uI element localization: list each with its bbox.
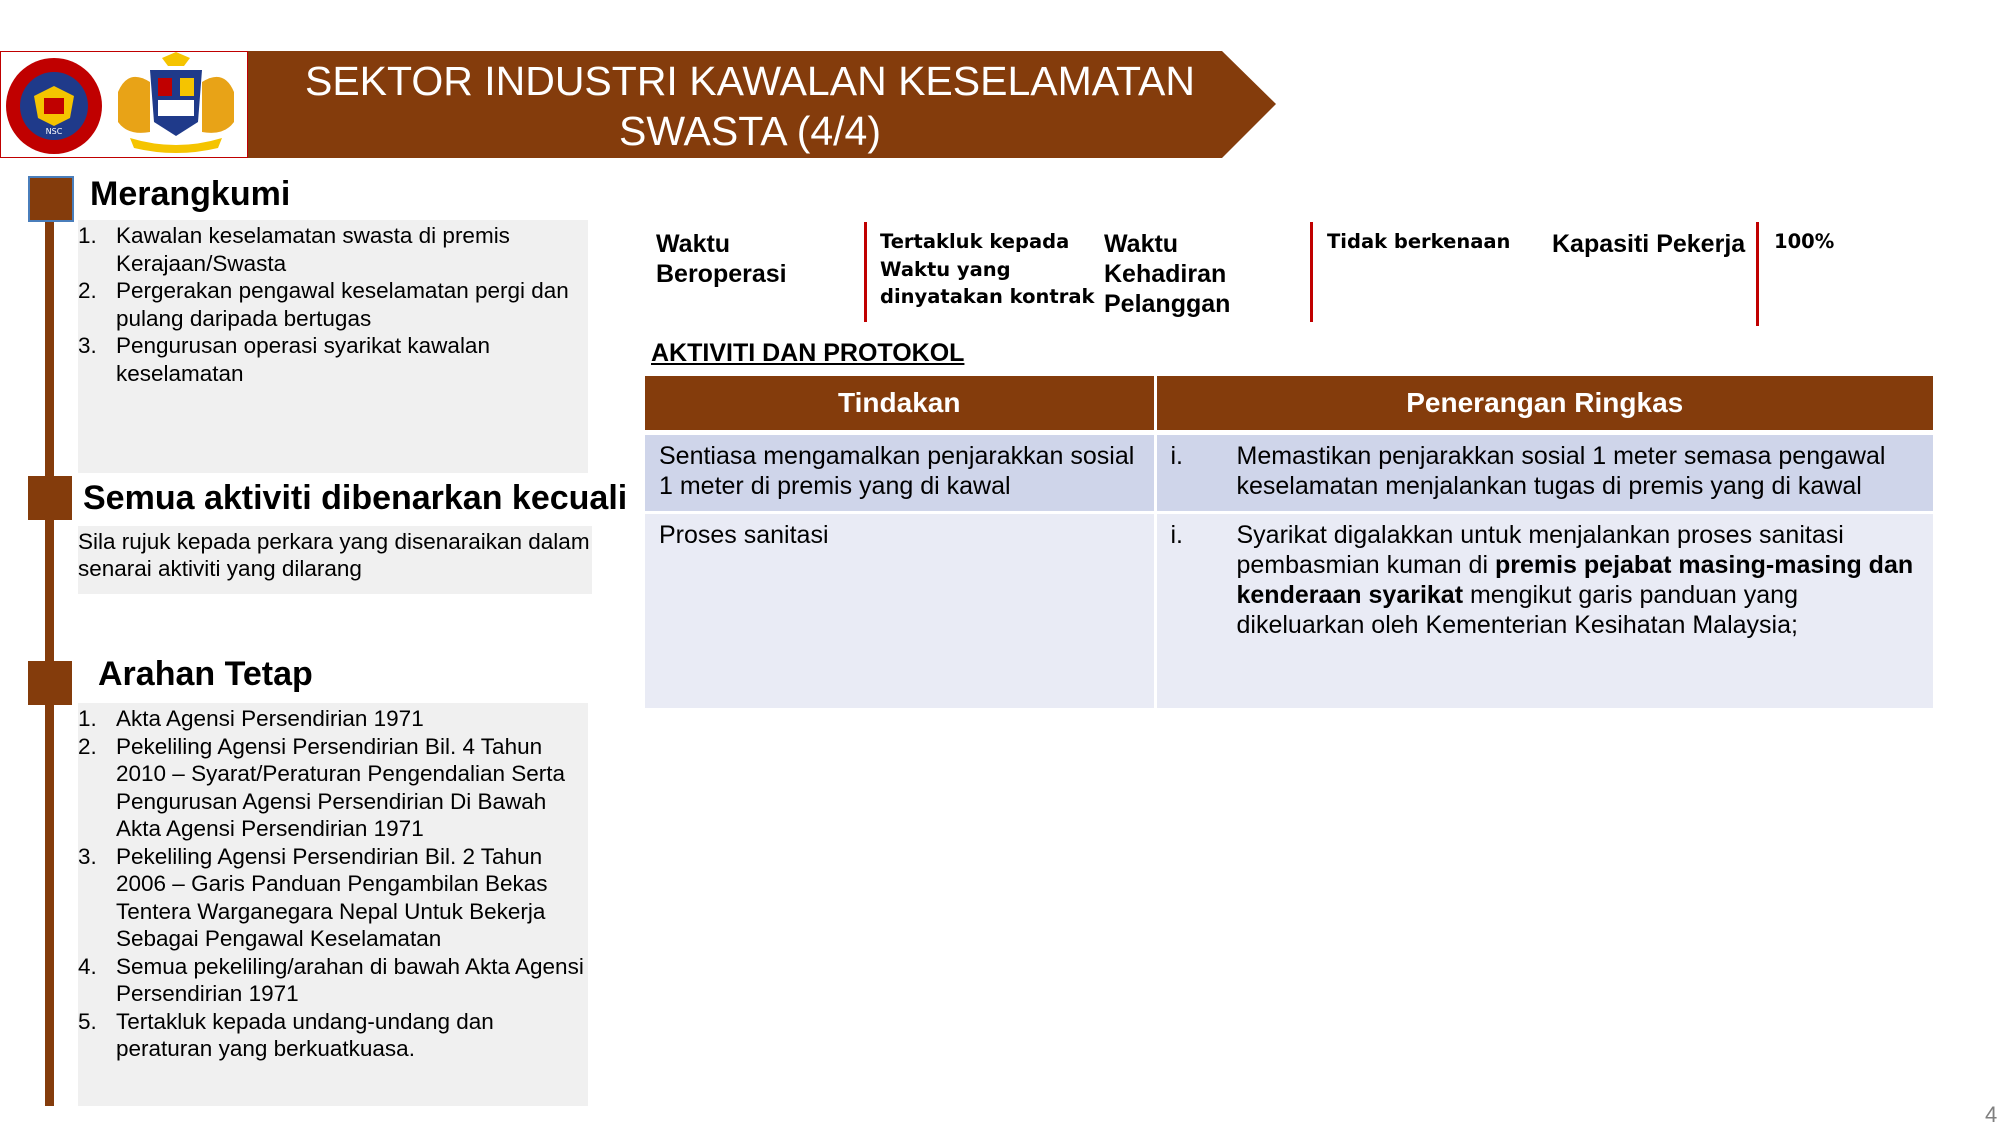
info-separator: [1756, 222, 1759, 326]
penerangan-text-bold: premis pejabat masing-masing dan kenderaan syarikat: [1236, 551, 1914, 609]
page-title-line1: SEKTOR INDUSTRI KAWALAN KESELAMATAN: [304, 58, 1196, 104]
waktu-beroperasi-value: [880, 228, 1094, 311]
aktiviti-heading: AKTIVITI DAN PROTOKOL: [651, 339, 965, 367]
list-text: Tertakluk kepada undang-undang dan peraturan yang berkuatkuasa.: [116, 1008, 494, 1061]
list-number: 1.: [78, 706, 97, 731]
waktu-kehadiran-value: Tidak berkenaan: [1327, 230, 1511, 253]
info-separator: [1310, 222, 1313, 322]
label-line: Waktu: [1104, 230, 1179, 258]
list-number: 2.: [78, 733, 97, 759]
label-line: Waktu: [656, 230, 731, 258]
penerangan-text-part: Syarikat digalakkan untuk menjalankan proses sanitasi pembasmian kuman di: [1236, 521, 1844, 579]
value-line: Waktu yang: [880, 257, 1011, 281]
list-item: [78, 1008, 588, 1063]
list-text: Pekeliling Agensi Persendirian Bil. 4 Tahun 2010 – Syarat/Peraturan Pengendalian Serta Pengurusan Agensi Persendirian Di Bawah Akta Agensi Persendirian 1971: [116, 733, 566, 841]
list-number: 3.: [78, 843, 97, 869]
row-number: i.: [1170, 442, 1183, 470]
label-line: Kehadiran: [1104, 260, 1227, 288]
merangkumi-heading: Merangkumi: [90, 175, 291, 213]
timeline-node-merangkumi: [28, 176, 74, 222]
nsc-logo: [4, 56, 104, 156]
semua-aktiviti-text: Sila rujuk kepada perkara yang disenaraikan dalam senarai aktiviti yang dilarang: [78, 526, 592, 594]
timeline-node-semua-aktiviti: [28, 476, 72, 520]
merangkumi-list: [78, 222, 588, 387]
penerangan-text: [1237, 520, 1920, 640]
column-header-penerangan: Penerangan Ringkas: [1155, 376, 1933, 433]
info-separator: [864, 222, 867, 322]
list-item: [78, 222, 588, 277]
penerangan-text-part: mengikut garis panduan yang dikeluarkan oleh Kementerian Kesihatan Malaysia;: [1236, 581, 1798, 639]
list-number: 5.: [78, 1008, 97, 1034]
timeline-node-arahan-tetap: [28, 661, 72, 705]
list-text: Kawalan keselamatan swasta di premis Kerajaan/Swasta: [116, 223, 510, 276]
table-row: [645, 513, 1933, 709]
penerangan-text: Memastikan penjarakkan sosial 1 meter semasa pengawal keselamatan menjalankan tugas di premis yang di kawal: [1236, 442, 1886, 500]
table-header-row: [645, 376, 1933, 433]
page-title-line2: SWASTA (4/4): [619, 108, 881, 154]
svg-text:NSC: NSC: [45, 127, 63, 136]
merangkumi-panel: [78, 220, 588, 473]
aktiviti-table: [645, 376, 1933, 708]
list-number: 1.: [78, 223, 97, 248]
kapasiti-pekerja-value: 100%: [1774, 230, 1835, 253]
label-line: Beroperasi: [656, 260, 787, 288]
tindakan-cell: Proses sanitasi: [645, 513, 1155, 709]
semua-aktiviti-heading: Semua aktiviti dibenarkan kecuali: [83, 479, 628, 517]
waktu-beroperasi-label: [656, 229, 787, 289]
list-item: [78, 733, 588, 843]
arahan-tetap-heading: Arahan Tetap: [98, 655, 313, 693]
penerangan-cell: [1155, 433, 1933, 513]
value-line: Tertakluk kepada: [880, 230, 1070, 253]
arahan-tetap-panel: [78, 703, 588, 1106]
list-number: 3.: [78, 333, 97, 358]
tindakan-cell: Sentiasa mengamalkan penjarakkan sosial 1 meter di premis yang di kawal: [645, 433, 1155, 513]
page-number: 4: [1985, 1102, 1998, 1127]
timeline-line: [45, 200, 54, 1106]
column-header-tindakan: Tindakan: [645, 376, 1155, 433]
list-item: [78, 843, 588, 953]
page-title: [270, 56, 1230, 156]
label-line: Pelanggan: [1104, 290, 1231, 318]
list-text: Pergerakan pengawal keselamatan pergi dan pulang daripada bertugas: [116, 278, 569, 331]
waktu-kehadiran-label: [1104, 229, 1230, 319]
list-text: Semua pekeliling/arahan di bawah Akta Agensi Persendirian 1971: [116, 953, 584, 1006]
list-item: [78, 332, 588, 387]
list-text: Pengurusan operasi syarikat kawalan keselamatan: [116, 333, 490, 386]
kapasiti-pekerja-label: Kapasiti Pekerja: [1552, 230, 1746, 258]
list-item: [78, 953, 588, 1008]
list-text: Pekeliling Agensi Persendirian Bil. 2 Tahun 2006 – Garis Panduan Pengambilan Bekas Tentera Warganegara Nepal Untuk Bekerja Sebagai Pengawal Keselamatan: [116, 843, 548, 951]
list-number: 2.: [78, 278, 97, 303]
list-text: Akta Agensi Persendirian 1971: [116, 706, 424, 731]
arahan-tetap-list: [78, 705, 588, 1063]
value-line: dinyatakan kontrak: [880, 285, 1095, 308]
penerangan-cell: [1155, 513, 1933, 709]
list-item: [78, 277, 588, 332]
row-number: i.: [1170, 521, 1183, 549]
jata-negara-logo: [110, 52, 242, 156]
list-item: [78, 705, 588, 733]
table-row: [645, 433, 1933, 513]
list-number: 4.: [78, 953, 97, 979]
